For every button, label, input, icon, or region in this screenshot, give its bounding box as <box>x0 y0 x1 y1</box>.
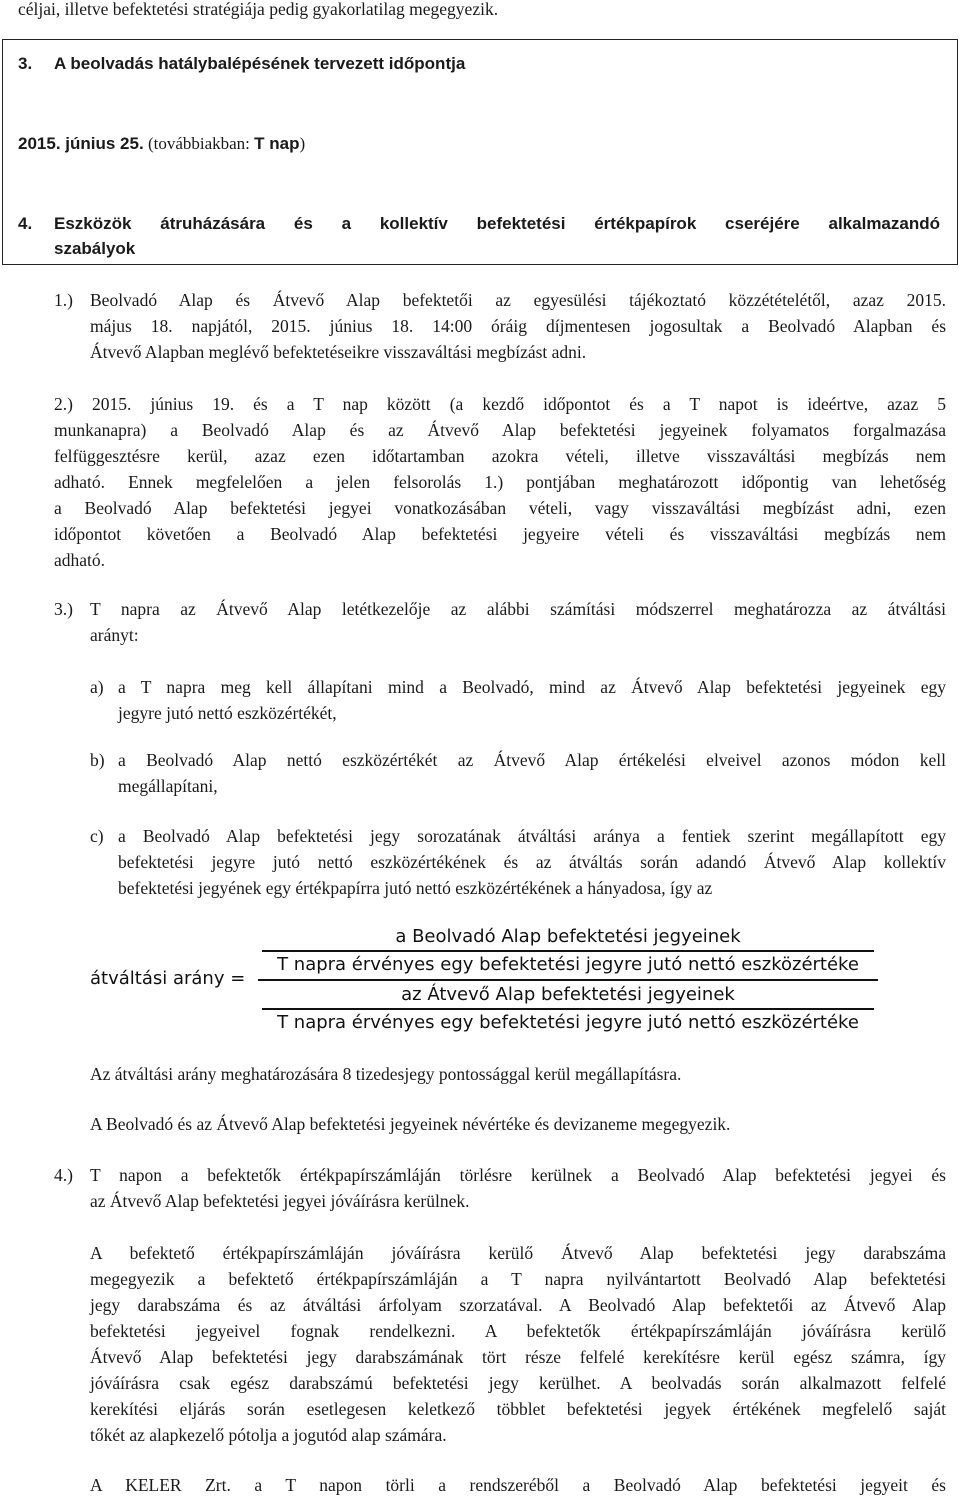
credit-line: tőkét az alapkezelő pótolja a jogutód alap számára. <box>90 1425 447 1445</box>
section4-title-line1: Eszközök átruházására és a kollektív befektetési értékpapírok cseréjére alkalmazandó <box>54 214 940 233</box>
formula-numerator-top: a Beolvadó Alap befektetési jegyeinek <box>395 926 741 947</box>
credit-line: Átvevő Alap befektetési jegy darabszámának tört része felfelé kerekítésre kerül egész számra, így <box>90 1347 946 1367</box>
credit-line: befektetési jegyeivel fognak rendelkezni. A befektetők értékpapírszámláján jóváírásra kerülő <box>90 1321 946 1341</box>
item1-line: május 18. napjától, 2015. június 18. 14:00 óráig díjmentesen jogosultak a Beolvadó Alapban és <box>90 316 946 336</box>
date-line-rest: (továbbiakban: <box>143 134 255 153</box>
sub-c-label: c) <box>90 826 104 846</box>
credit-line: A befektető értékpapírszámláján jóváírásra kerülő Átvevő Alap befektetési jegy darabszáma <box>90 1243 946 1263</box>
sub-a-line: a T napra meg kell állapítani mind a Beolvadó, mind az Átvevő Alap befektetési jegyeinek egy <box>118 677 946 697</box>
item4-number: 4.) <box>54 1165 73 1185</box>
date-line-close: ) <box>299 134 306 153</box>
para-keler: A KELER Zrt. a T napon törli a rendszeréből a Beolvadó Alap befektetési jegyeit és <box>90 1475 946 1495</box>
item2-line: adható. Ennek megfelelően a jelen felsorolás 1.) pontjában meghatározott időpontig van lehetőség <box>54 472 946 492</box>
para-nominal: A Beolvadó és az Átvevő Alap befektetési jegyeinek névértéke és devizaneme megegyezik. <box>90 1114 731 1134</box>
item1-line: Átvevő Alapban meglévő befektetéseikre visszaváltási megbízást adni. <box>90 342 587 362</box>
top-line: céljai, illetve befektetési stratégiája pedig gyakorlatilag megegyezik. <box>18 0 499 19</box>
section4-title-line2: szabályok <box>54 239 136 258</box>
credit-line: megegyezik a befektető értékpapírszámláján a T napra nyilvántartott Beolvadó Alap befektetési <box>90 1269 946 1289</box>
section3-number: 3. <box>18 54 33 73</box>
section4-number: 4. <box>18 214 33 233</box>
item1-line: Beolvadó Alap és Átvevő Alap befektetői az egyesülési tájékoztató közzétételétől, azaz 2015. <box>90 290 946 310</box>
t-day-label: T nap <box>254 134 300 153</box>
formula-denominator-top: az Átvevő Alap befektetési jegyeinek <box>401 984 735 1005</box>
sub-c-line: befektetési jegyre jutó nettó eszközértékének és az átváltás során adandó Átvevő Alap kollektív <box>118 852 946 872</box>
item1-number: 1.) <box>54 290 73 310</box>
sub-c-line: befektetési jegyének egy értékpapírra jutó nettó eszközértékének a hányadosa, így az <box>118 878 713 898</box>
credit-line: jegy darabszáma és az átváltási árfolyam szorzatával. A Beolvadó Alap befektetői az Átvevő Alap <box>90 1295 946 1315</box>
formula-main-line <box>258 979 878 981</box>
formula-lhs: átváltási arány = <box>90 968 246 989</box>
formula-numerator-bottom: T napra érvényes egy befektetési jegyre jutó nettó eszközértéke <box>277 954 859 975</box>
para-precision: Az átváltási arány meghatározására 8 tizedesjegy pontossággal kerül megállapításra. <box>90 1064 682 1084</box>
formula-denominator-bottom: T napra érvényes egy befektetési jegyre jutó nettó eszközértéke <box>277 1012 859 1033</box>
sub-b-label: b) <box>90 750 105 770</box>
item3-line: T napra az Átvevő Alap letétkezelője az alábbi számítási módszerrel meghatározza az átváltási <box>90 599 946 619</box>
section3-title: A beolvadás hatálybalépésének tervezett időpontja <box>54 54 466 73</box>
credit-line: jóváírásra csak egész darabszámú befektetési jegy kerülhet. A beolvadás során alkalmazott felfelé <box>90 1373 946 1393</box>
item2-line: a Beolvadó Alap befektetési jegyei vonatkozásában vételi, vagy visszaváltási megbízást adni, ezen <box>54 498 946 518</box>
date-line <box>18 131 305 157</box>
effective-date: 2015. június 25. <box>18 134 144 153</box>
item2-line: 2.) 2015. június 19. és a T nap között (a kezdő időpontot és a T napot is ideértve, azaz 5 <box>54 394 946 414</box>
sub-a-label: a) <box>90 677 104 697</box>
item3-number: 3.) <box>54 599 73 619</box>
item2-line: munkanapra) a Beolvadó Alap és az Átvevő Alap befektetési jegyeinek folyamatos forgalmazása <box>54 420 946 440</box>
item4-line: az Átvevő Alap befektetési jegyei jóváírásra kerülnek. <box>90 1191 470 1211</box>
sub-c-line: a Beolvadó Alap befektetési jegy sorozatának átváltási aránya a fentiek szerint megállapított egy <box>118 826 946 846</box>
item2-line: felfüggesztésre kerül, azaz ezen időtartamban azokra vételi, illetve visszaváltási megbízás nem <box>54 446 946 466</box>
sub-a-line: jegyre jutó nettó eszközértékét, <box>118 703 337 723</box>
item3-line: arányt: <box>90 625 139 645</box>
sub-b-line: megállapítani, <box>118 776 218 796</box>
item2-line: időpontot követően a Beolvadó Alap befektetési jegyeire vételi és visszaváltási megbízás nem <box>54 524 946 544</box>
item2-line: adható. <box>54 550 106 570</box>
credit-line: kerekítési eljárás során esetlegesen keletkező többlet befektetési jegyek értékének megfelelő saját <box>90 1399 946 1419</box>
sub-b-line: a Beolvadó Alap nettó eszközértékét az Átvevő Alap értékelési elveivel azonos módon kell <box>118 750 946 770</box>
item4-line: T napon a befektetők értékpapírszámláján törlésre kerülnek a Beolvadó Alap befektetési jegyei és <box>90 1165 946 1185</box>
